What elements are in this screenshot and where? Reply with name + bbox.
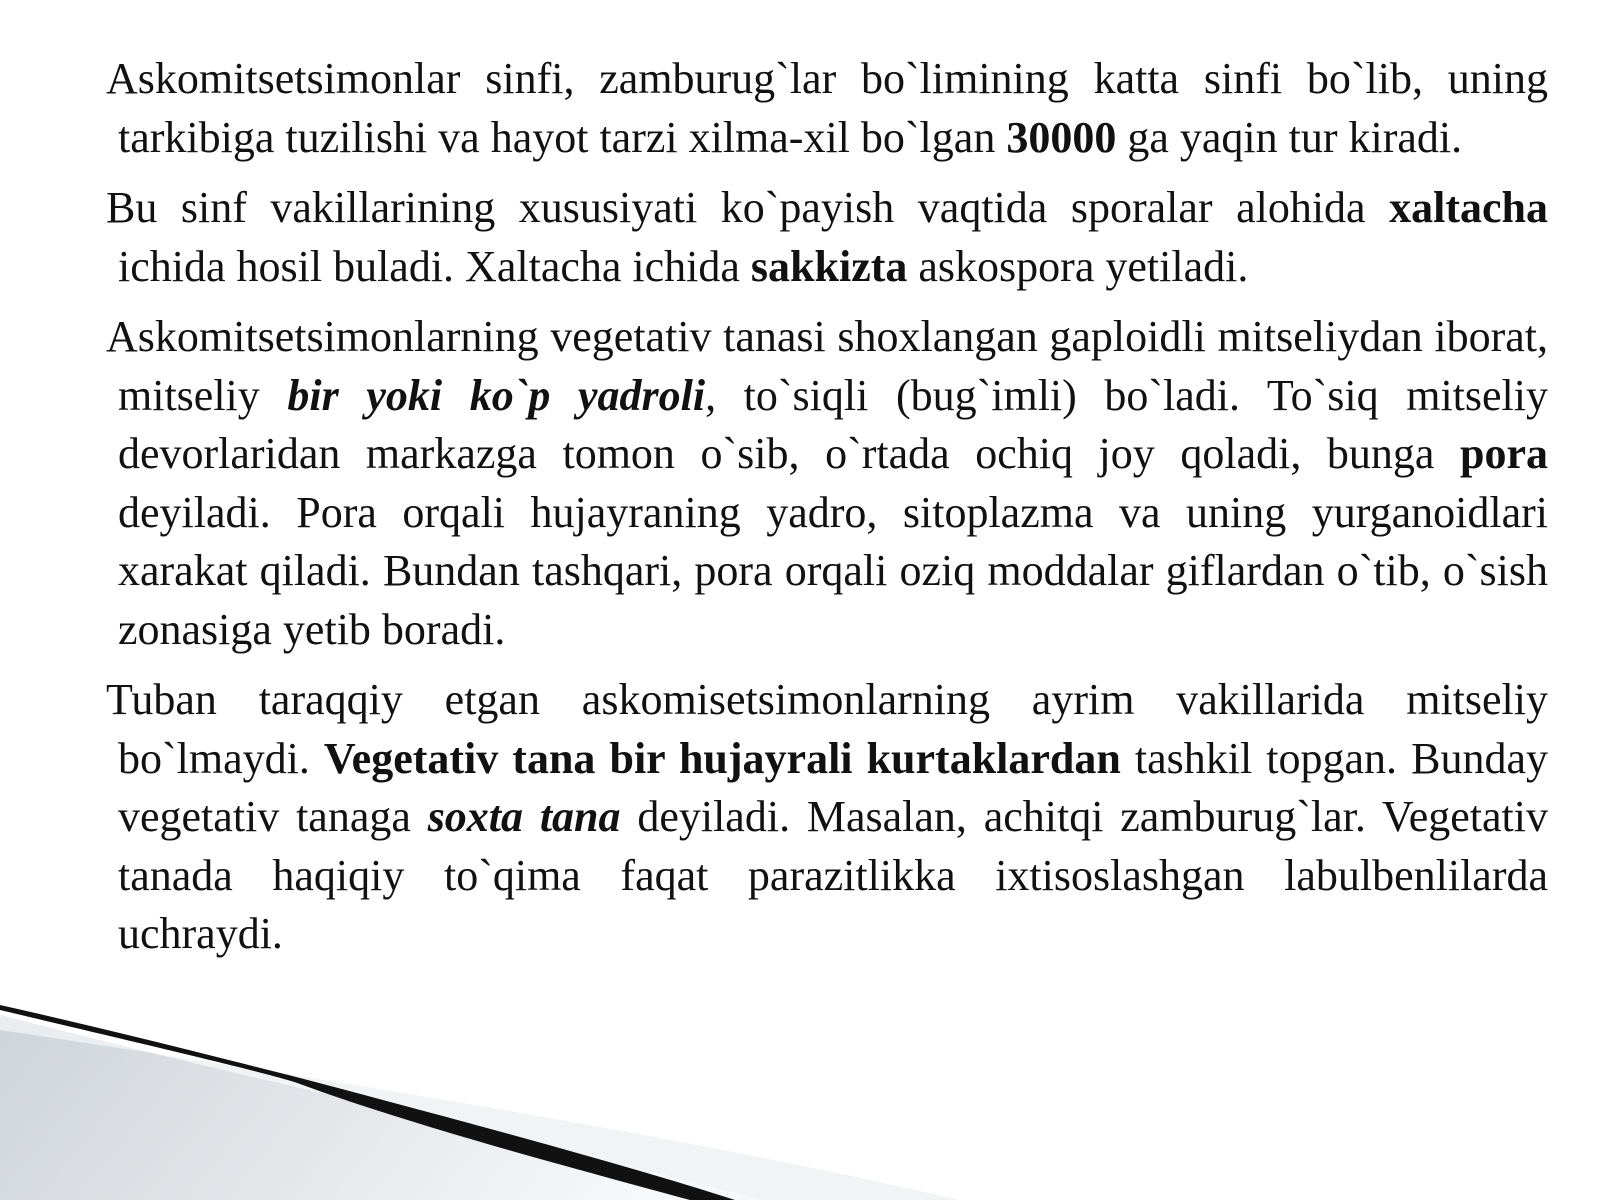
paragraph-4: [106, 671, 1548, 964]
bold-term: Vegetativ tana bir hujayrali kurtaklardan: [323, 733, 1121, 783]
bold-term: sakkizta: [750, 241, 908, 291]
slide-body: [106, 50, 1548, 976]
text-run: Askomitsetsimonlarning vegetativ tanasi shoxlangan gaploidli mitseliydan iborat, mitseliy: [106, 312, 1548, 420]
text-run: Tuban taraqqiy etgan askomisetsimonlarning ayrim vakillarida mitseliy bo`lmaydi.: [106, 675, 1548, 783]
bold-italic-term: [428, 792, 621, 841]
text-run: deyiladi. Pora orqali hujayraning yadro, sitoplazma va uning yurganoidlari xarakat qiladi. Bundan tashqari, pora orqali oziq moddalar giflardan o`tib, o`sish zonasiga yetib boradi.: [118, 487, 1548, 654]
text-run: ichida hosil buladi. Xaltacha ichida: [118, 241, 751, 291]
text-run: askospora yetiladi.: [907, 241, 1249, 291]
text-run: tashkil topgan. Bunday vegetativ tanaga: [118, 733, 1548, 841]
paragraph-3: [106, 308, 1548, 659]
paragraph-1: [106, 50, 1548, 167]
paragraph-2: [106, 179, 1548, 296]
text-run: Bu sinf vakillarining xususiyati ko`payish vaqtida sporalar alohida: [106, 183, 1390, 232]
bold-number: 30000: [1006, 112, 1117, 162]
text-run: , to`siqli (bug`imli) bo`ladi. To`siq mitseliy devorlaridan markazga tomon o`sib, o`rtada ochiq joy qoladi, bunga: [118, 370, 1549, 478]
bold-italic-term-text: bir yoki ko`p yadroli: [287, 370, 706, 420]
bold-term: xaltacha: [1389, 183, 1548, 232]
bold-italic-term: [287, 371, 705, 420]
text-run: deyiladi. Masalan, achitqi zamburug`lar. Vegetativ tanada haqiqiy to`qima faqat parazitlikka ixtisoslashgan labulbenlilarda uchraydi.: [118, 792, 1548, 958]
bold-term: pora: [1460, 429, 1548, 478]
bold-italic-term-text: soxta tana: [427, 792, 621, 841]
text-run: Askomitsetsimonlar sinfi, zamburug`lar bo`limining katta sinfi bo`lib, uning tarkibiga tuzilishi va hayot tarzi xilma-xil bo`lgan: [106, 54, 1548, 162]
text-run: ga yaqin tur kiradi.: [1116, 112, 1463, 162]
